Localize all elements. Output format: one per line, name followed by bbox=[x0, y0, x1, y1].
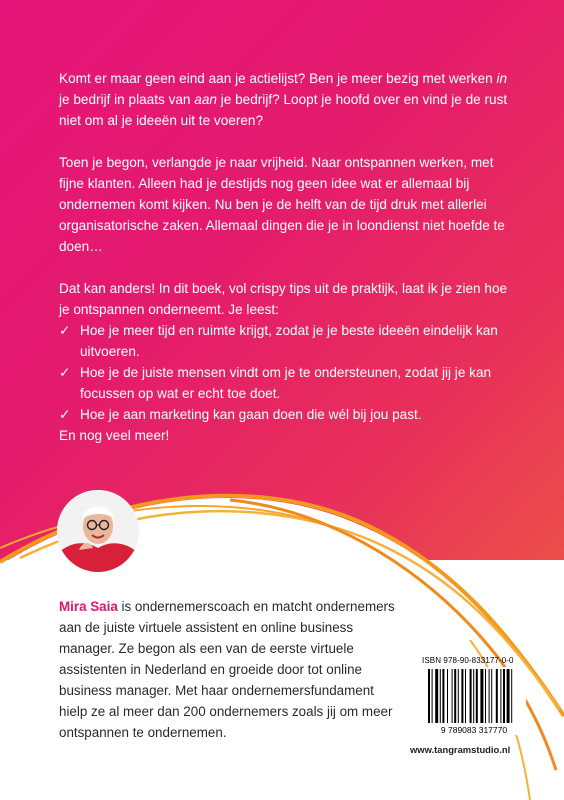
barcode-bar bbox=[442, 669, 444, 723]
blurb-paragraph-2: Toen je begon, verlangde je naar vrijheid. Naar ontspannen werken, met fijne klanten. Alleen had je destijds nog geen idee wat er allemaal bij ondernemen komt kijken. Nu ben je de helft van de tijd druk met allerlei organisatorische zaken. Allemaal dingen die je in loondienst niet hoefde te doen… bbox=[59, 155, 505, 254]
barcode-bar bbox=[435, 669, 438, 723]
author-bio bbox=[59, 596, 399, 743]
barcode-bar bbox=[454, 669, 456, 723]
barcode-bar bbox=[511, 669, 512, 723]
barcode-bar bbox=[503, 669, 505, 723]
blurb-closing: En nog veel meer! bbox=[59, 428, 170, 443]
barcode-bar bbox=[440, 669, 441, 723]
checklist bbox=[59, 320, 519, 425]
blurb-paragraph-3: Dat kan anders! In dit boek, vol crispy tips uit de praktijk, laat ik je zien hoe je ontspannen onderneemt. Je leest: bbox=[59, 281, 508, 317]
barcode-bar bbox=[485, 669, 486, 723]
barcode-bar bbox=[496, 669, 498, 723]
author-bio-text: is ondernemerscoach en matcht ondernemers aan de juiste virtuele assistent en online business manager. Ze begon als een van de eerste virtuele assistenten in Nederland en groeide door tot online business manager. Met haar ondernemersfundament hielp ze al meer dan 200 ondernemers zoals jij om meer ontspannen te ondernemen. bbox=[59, 599, 395, 740]
barcode-graphic bbox=[422, 667, 526, 735]
barcode-bar bbox=[489, 669, 490, 723]
blurb-intro: Komt er maar geen eind aan je actielijst? Ben je meer bezig met werken in je bedrijf in plaats van aan je bedrijf? Loopt je hoofd over en vind je de rust niet om al je ideeën uit te voeren? bbox=[59, 71, 508, 128]
checklist-item: ✓ Hoe je aan marketing kan gaan doen die wél bij jou past. bbox=[59, 404, 519, 425]
isbn-digits: 9 789083 317770 bbox=[440, 725, 508, 735]
barcode-bar bbox=[507, 669, 510, 723]
isbn-label: ISBN 978-90-833177-0-0 bbox=[422, 656, 514, 665]
barcode-bar bbox=[491, 669, 492, 723]
back-cover-blurb bbox=[59, 68, 519, 446]
checklist-item: ✓ Hoe je meer tijd en ruimte krijgt, zodat je je beste ideeën eindelijk kan uitvoeren. bbox=[59, 320, 519, 362]
barcode-bar bbox=[500, 669, 501, 723]
barcode-bar bbox=[432, 669, 433, 723]
barcode-bar bbox=[452, 669, 453, 723]
checklist-item: ✓ Hoe je de juiste mensen vindt om je te ondersteunen, zodat jij je kan focussen op wat er echt toe doet. bbox=[59, 362, 519, 404]
publisher-url: www.tangramstudio.nl bbox=[410, 744, 511, 755]
barcode-bar bbox=[458, 669, 459, 723]
barcode-bar bbox=[447, 669, 448, 723]
barcode-bar bbox=[465, 669, 466, 723]
barcode-bar bbox=[428, 669, 430, 723]
barcode-bar bbox=[461, 669, 463, 723]
checkmark-icon: ✓ bbox=[59, 365, 71, 380]
barcode-bar bbox=[473, 669, 474, 723]
author-photo bbox=[57, 490, 139, 572]
checkmark-icon: ✓ bbox=[59, 323, 71, 338]
checkmark-icon: ✓ bbox=[59, 407, 71, 422]
barcode-bar bbox=[480, 669, 483, 723]
barcode-bar bbox=[470, 669, 472, 723]
barcode-bar bbox=[476, 669, 478, 723]
isbn-block bbox=[422, 656, 526, 735]
author-name: Mira Saia bbox=[59, 599, 118, 614]
